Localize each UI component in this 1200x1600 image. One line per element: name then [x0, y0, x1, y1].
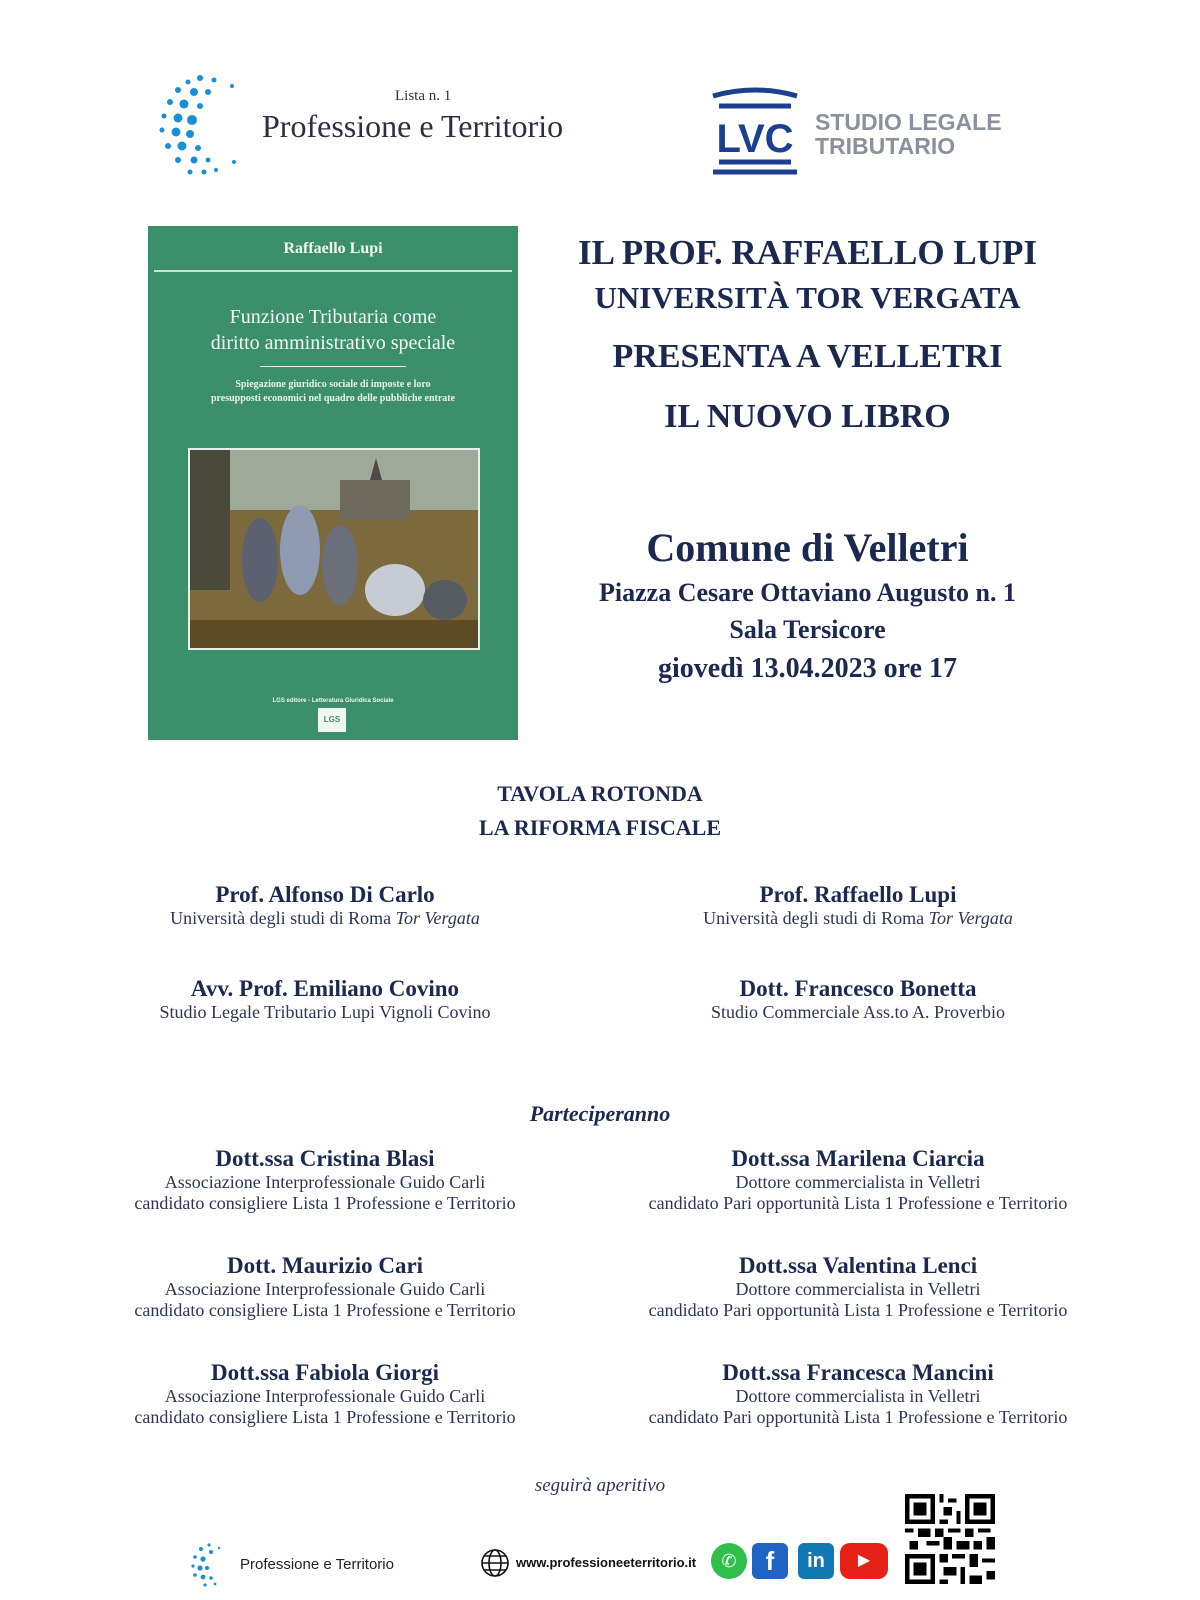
book-author: Raffaello Lupi [283, 240, 383, 257]
participant-line1: Dottore commercialista in Velletri [735, 1386, 981, 1406]
participant-line2: candidato consigliere Lista 1 Professione e Territorio [134, 1193, 516, 1213]
speaker-card [85, 976, 565, 1023]
participant-line1: Dottore commercialista in Velletri [735, 1172, 981, 1192]
speaker-card [588, 976, 1128, 1023]
participant-card [588, 1360, 1128, 1428]
footer-org-name: Professione e Territorio [240, 1556, 394, 1573]
cover-painting [188, 448, 480, 650]
lvc-logo [705, 84, 805, 184]
speaker-name: Prof. Alfonso Di Carlo [215, 882, 435, 907]
participant-card [588, 1146, 1128, 1214]
participant-card [85, 1360, 565, 1428]
participant-name: Dott. Maurizio Cari [226, 1253, 424, 1278]
globe-icon [480, 1548, 510, 1578]
studio-line2: TRIBUTARIO [815, 133, 956, 159]
round-table-topic: LA RIFORMA FISCALE [478, 815, 722, 840]
list-number: Lista n. 1 [395, 88, 452, 104]
book-publisher: LGS editore - Letteratura Giuridica Sociale [272, 698, 394, 704]
book-subtitle [170, 378, 496, 406]
studio-line1: STUDIO LEGALE [815, 109, 1002, 135]
book-rule [154, 270, 512, 272]
list-name: Professione e Territorio [262, 108, 564, 144]
event-venue: Comune di Velletri [646, 525, 969, 570]
speaker-affiliation: Università degli studi di Roma Tor Vergata [703, 908, 1013, 928]
linkedin-icon[interactable]: in [798, 1543, 834, 1579]
participant-line1: Dottore commercialista in Velletri [735, 1279, 981, 1299]
participant-card [85, 1146, 565, 1214]
event-date: giovedì 13.04.2023 ore 17 [658, 653, 957, 684]
speaker-name: Prof. Raffaello Lupi [759, 882, 957, 907]
headline-line3: PRESENTA A VELLETRI [612, 338, 1003, 375]
participant-name: Dott.ssa Valentina Lenci [738, 1253, 978, 1278]
participant-line2: candidato Pari opportunità Lista 1 Professione e Territorio [648, 1407, 1068, 1427]
participant-line1: Associazione Interprofessionale Guido Carli [164, 1172, 486, 1192]
participant-name: Dott.ssa Francesca Mancini [722, 1360, 994, 1385]
book-title [168, 304, 498, 356]
speaker-affiliation: Università degli studi di Roma Tor Vergata [170, 908, 480, 928]
footer-logo-icon [185, 1540, 235, 1590]
speaker-name: Avv. Prof. Emiliano Covino [190, 976, 460, 1001]
participant-card [588, 1253, 1128, 1321]
participant-card [85, 1253, 565, 1321]
event-address: Piazza Cesare Ottaviano Augusto n. 1 [599, 578, 1016, 607]
event-room: Sala Tersicore [729, 615, 886, 644]
speaker-affiliation: Studio Commerciale Ass.to A. Proverbio [711, 1002, 1005, 1022]
book-rule-small [260, 366, 406, 367]
participant-name: Dott.ssa Cristina Blasi [215, 1146, 435, 1171]
book-subtitle-line1: Spiegazione giuridico sociale di imposte e loro [235, 379, 431, 390]
participant-line2: candidato consigliere Lista 1 Professione e Territorio [134, 1407, 516, 1427]
headline-line4: IL NUOVO LIBRO [664, 398, 951, 435]
qr-code[interactable] [905, 1494, 995, 1584]
whatsapp-icon[interactable]: ✆ [711, 1543, 747, 1579]
book-title-line1: Funzione Tributaria come [229, 306, 437, 328]
participant-name: Dott.ssa Marilena Ciarcia [731, 1146, 985, 1171]
book-title-line2: diritto amministrativo speciale [210, 332, 456, 354]
participant-line2: candidato Pari opportunità Lista 1 Professione e Territorio [648, 1300, 1068, 1320]
participants-heading: Parteciperanno [529, 1101, 671, 1126]
lvc-monogram: LVC [716, 117, 794, 161]
studio-name [815, 110, 1002, 158]
facebook-icon[interactable]: f [752, 1543, 788, 1579]
speaker-card [85, 882, 565, 929]
participant-line1: Associazione Interprofessionale Guido Carli [164, 1279, 486, 1299]
professione-territorio-logo [150, 70, 250, 180]
headline-line1: IL PROF. RAFFAELLO LUPI [578, 233, 1037, 272]
speaker-card [588, 882, 1128, 929]
book-cover [148, 226, 518, 740]
book-subtitle-line2: presupposti economici nel quadro delle pubbliche entrate [210, 393, 456, 404]
participant-line1: Associazione Interprofessionale Guido Carli [164, 1386, 486, 1406]
participant-line2: candidato consigliere Lista 1 Professione e Territorio [134, 1300, 516, 1320]
speaker-name: Dott. Francesco Bonetta [739, 976, 977, 1001]
round-table-title: TAVOLA ROTONDA [497, 781, 703, 806]
participant-name: Dott.ssa Fabiola Giorgi [210, 1360, 440, 1385]
speaker-affiliation: Studio Legale Tributario Lupi Vignoli Covino [159, 1002, 491, 1022]
website-link[interactable]: www.professioneeterritorio.it [516, 1555, 697, 1570]
youtube-icon[interactable]: ▶ [840, 1543, 888, 1579]
publisher-mark: LGS [318, 708, 346, 732]
closing-note: seguirà aperitivo [534, 1475, 666, 1496]
headline-line2: UNIVERSITÀ TOR VERGATA [594, 280, 1021, 315]
participant-line2: candidato Pari opportunità Lista 1 Professione e Territorio [648, 1193, 1068, 1213]
